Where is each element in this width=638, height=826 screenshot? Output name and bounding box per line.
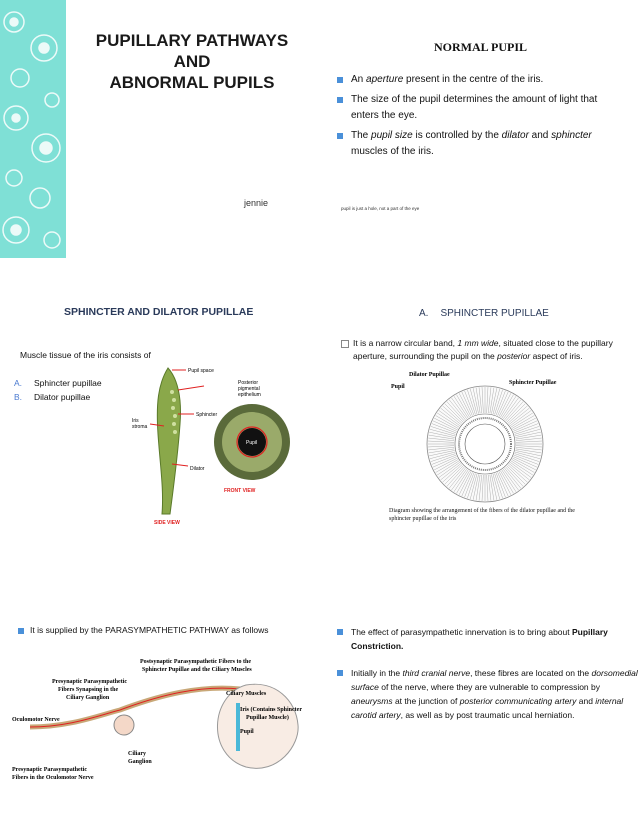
square-bullet-icon	[337, 133, 343, 139]
label-dilator-pupillae: Dilator Pupillae	[409, 372, 450, 378]
slide-sphincter-dilator	[0, 282, 319, 544]
list-item: The pupil size is controlled by the dilator and sphincter muscles of the iris.	[337, 128, 627, 160]
list-item: A. Sphincter pupillae	[14, 378, 102, 388]
author: jennie	[244, 198, 269, 208]
label-dilator: Dilator	[190, 466, 205, 472]
square-bullet-icon	[337, 670, 343, 676]
label-pupil-space: Pupil space	[188, 368, 214, 374]
list-item: An aperture present in the centre of the iris.	[337, 72, 627, 88]
slide-sphincter-pupillae	[319, 282, 638, 544]
label-oculomotor-nerve: Oculomotor Nerve	[12, 717, 60, 723]
title-line-1: PUPILLARY PATHWAYS	[95, 31, 289, 50]
label-pupil: Pupil	[391, 384, 405, 390]
label-ciliary-muscles: Ciliary Muscles	[226, 691, 267, 697]
label-postsynaptic-1: Postsynaptic Parasympathetic Fibers to the	[140, 659, 251, 665]
bullet-text: The effect of parasympathetic innervation is to bring about Pupillary Constriction.	[337, 625, 638, 653]
label-pigmental: pigmental	[238, 386, 260, 392]
square-bullet-icon	[337, 97, 343, 103]
label-presynaptic-oculomotor-1: Presynaptic Parasympathetic	[12, 767, 88, 773]
title-line-3: ABNORMAL PUPILS	[109, 73, 275, 92]
square-bullet-icon	[18, 628, 24, 634]
bullet-text: Initially in the third cranial nerve, these fibres are located on the dorsomedial surface of the nerve, where they are vulnerable to compression by aneurysms at the junction of posterior communicating artery and internal carotid artery, as well as by post traumatic uncal herniation.	[337, 666, 638, 722]
label-side-view: SIDE VIEW	[154, 520, 180, 526]
label-sphincter-pupillae: Sphincter Pupillae	[509, 380, 557, 386]
bullet-text: It is supplied by the PARASYMPATHETIC PATHWAY as follows	[18, 625, 319, 635]
list-item: The size of the pupil determines the amount of light that enters the eye.	[337, 92, 627, 124]
checkbox-bullet-icon	[341, 340, 349, 348]
label-iris-2: Pupillae Muscle)	[246, 715, 289, 721]
label-presynaptic-2: Fibers Synapsing in the	[58, 687, 119, 693]
pathway-diagram	[10, 655, 310, 825]
label-postsynaptic-2: Sphincter Pupillae and the Ciliary Muscles	[142, 667, 252, 673]
iris-diagram	[128, 364, 306, 528]
label-presynaptic-3: Ciliary Ganglion	[66, 695, 110, 701]
label-posterior: Posterior	[238, 380, 259, 386]
slide-heading: SPHINCTER AND DILATOR PUPILLAE	[64, 306, 254, 318]
label-pupil: Pupil	[246, 440, 258, 446]
floral-decoration	[0, 0, 66, 258]
slide-title	[0, 0, 319, 262]
label-iris-1: Iris (Contains Sphincter	[240, 707, 303, 713]
label-sphincter: Sphincter	[196, 412, 218, 418]
list-item: B. Dilator pupillae	[14, 392, 91, 402]
label-presynaptic-oculomotor-2: Fibers in the Oculomotor Nerve	[12, 775, 94, 781]
label-ganglion: Ganglion	[128, 759, 152, 765]
label-epithelium: epithelium	[238, 392, 261, 398]
slide-normal-pupil	[319, 0, 638, 262]
slide-effect	[319, 600, 638, 826]
label-pupil: Pupil	[240, 729, 254, 735]
presentation-title	[76, 30, 308, 93]
speaker-note: pupil is just a hole, not a part of the eye	[341, 206, 420, 211]
description: It is a narrow circular band, 1 mm wide, situated close to the pupillary aperture, surrounding the pupil on the posterior aspect of iris.	[341, 337, 633, 363]
slide-heading: A. SPHINCTER PUPILLAE	[419, 308, 549, 319]
label-front-view: FRONT VIEW	[224, 488, 256, 494]
label-presynaptic-1: Presynaptic Parasympathetic	[52, 679, 128, 685]
fiber-diagram	[389, 370, 579, 506]
slide-parasympathetic	[0, 600, 319, 826]
slide-heading: NORMAL PUPIL	[434, 40, 527, 54]
bullet-list	[337, 72, 627, 164]
label-iris: Iris	[132, 418, 139, 424]
label-stroma: stroma	[132, 424, 148, 430]
intro-text: Muscle tissue of the iris consists of	[20, 350, 151, 360]
title-line-2: AND	[173, 52, 211, 71]
diagram-caption: Diagram showing the arrangement of the fibers of the dilator pupillae and the sphincter pupillae of the iris	[389, 508, 575, 522]
square-bullet-icon	[337, 77, 343, 83]
square-bullet-icon	[337, 629, 343, 635]
label-ciliary: Ciliary	[128, 751, 146, 757]
lettered-list	[14, 376, 102, 404]
